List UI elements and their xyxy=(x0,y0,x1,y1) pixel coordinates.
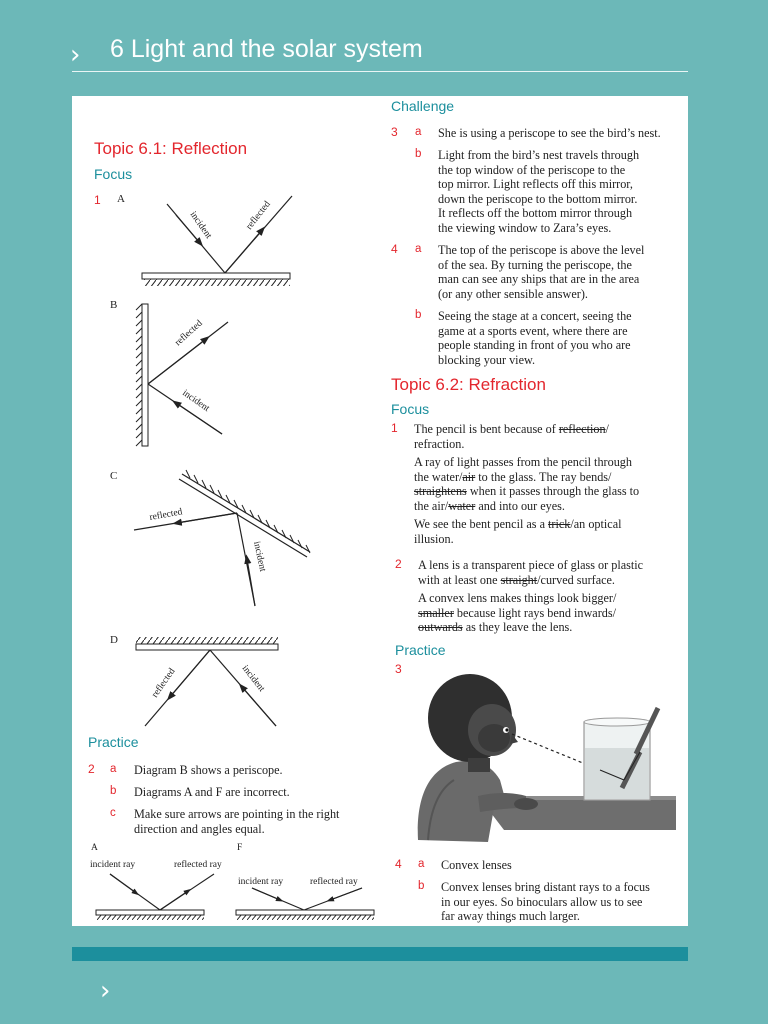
item-letter: b xyxy=(418,880,425,892)
reflected-label: reflected xyxy=(148,507,184,523)
item-letter: a xyxy=(110,763,117,775)
r1-p2-line-2: the water/air to the glass. The ray bends/ xyxy=(414,469,612,484)
focus-heading: Focus xyxy=(94,166,133,182)
footer-bar xyxy=(72,947,688,961)
reflected-ray-label: reflected ray xyxy=(174,860,222,870)
incident-ray-label: incident ray xyxy=(90,860,136,870)
item-letter: b xyxy=(415,309,422,321)
question-number: 2 xyxy=(395,557,402,571)
small-diagram-f xyxy=(236,888,374,920)
incident-label: incident xyxy=(239,663,267,694)
reflected-label: reflected xyxy=(173,318,205,349)
r1-p3-line-1: We see the bent pencil as a trick/an optical xyxy=(414,517,622,531)
header-divider xyxy=(72,71,688,72)
q4a-line: (or any other sensible answer). xyxy=(438,286,588,301)
r1-p3-line-2: illusion. xyxy=(414,531,454,546)
question-number: 1 xyxy=(391,421,398,435)
q4a-line: The top of the periscope is above the level xyxy=(438,243,645,257)
r2-line-2: with at least one straight/curved surface. xyxy=(418,572,615,587)
practice-heading: Practice xyxy=(395,642,446,658)
incident-label: incident xyxy=(180,388,212,415)
r1-line-2: refraction. xyxy=(414,436,465,451)
diagram-label-b: B xyxy=(110,299,118,311)
diagram-a xyxy=(142,196,292,286)
q3b-line: It reflects off the bottom mirror through xyxy=(438,206,633,221)
topic-6-2-title: Topic 6.2: Refraction xyxy=(391,375,546,394)
q4a-line: of the sea. By turning the periscope, the xyxy=(438,257,632,272)
r2-p2-line-1: A convex lens makes things look bigger/ xyxy=(418,591,617,605)
q4b-line: game at a sports event, where there are xyxy=(438,323,628,338)
p4b-line: in our eyes. So binoculars allow us to see xyxy=(441,894,643,909)
r1-p2-line-3: straightens when it passes through the glass to xyxy=(414,484,640,499)
q3b-line: the top window of the periscope to the xyxy=(438,162,626,177)
small-diagram-a-label: A xyxy=(91,843,98,853)
incident-label: incident xyxy=(251,540,268,573)
q2c-line-2: direction and angles equal. xyxy=(134,822,265,836)
q3a-text: She is using a periscope to see the bird’s nest. xyxy=(438,126,661,140)
question-number: 3 xyxy=(391,125,398,139)
diagram-b xyxy=(136,304,228,446)
small-diagram-f-label: F xyxy=(237,843,243,853)
item-letter: a xyxy=(415,243,422,255)
q3b-line: down the periscope to the bottom mirror. xyxy=(438,191,638,206)
q3b-line: top mirror. Light reflects off this mirror, xyxy=(438,177,633,192)
diagram-c xyxy=(134,470,310,606)
boy-looking-at-pencil-illustration xyxy=(408,662,678,842)
q4b-line: blocking your view. xyxy=(438,352,536,367)
periscope-small-diagrams xyxy=(72,866,372,926)
q4b-line: Seeing the stage at a concert, seeing the xyxy=(438,309,632,323)
q4b-line: people standing in front of you who are xyxy=(438,338,631,353)
question-number: 4 xyxy=(391,242,398,256)
p4b-line: far away things much larger. xyxy=(441,909,580,924)
diagram-label-c: C xyxy=(110,470,118,482)
p4b-line: Convex lenses bring distant rays to a focus xyxy=(441,880,650,894)
q3b-line: the viewing window to Zara’s eyes. xyxy=(438,221,612,235)
item-letter: b xyxy=(415,148,422,160)
reflected-label: reflected xyxy=(244,199,273,232)
p4a-text: Convex lenses xyxy=(441,858,512,872)
r2-p2-line-3: outwards as they leave the lens. xyxy=(418,620,573,635)
reflected-ray-label: reflected ray xyxy=(310,877,358,887)
q3b-line: Light from the bird’s nest travels through xyxy=(438,148,640,162)
item-letter: c xyxy=(110,807,116,819)
chapter-title: 6 Light and the solar system xyxy=(110,35,423,63)
question-number: 4 xyxy=(395,857,402,871)
r1-p2-line-4: the air/water and into our eyes. xyxy=(414,498,565,513)
q2b-text: Diagrams A and F are incorrect. xyxy=(134,785,290,799)
reflection-diagrams xyxy=(72,96,372,736)
challenge-heading: Challenge xyxy=(391,98,455,114)
diagram-d xyxy=(136,637,278,726)
next-page-chevron-icon[interactable]: › xyxy=(100,976,111,1006)
r2-p2-line-2: smaller because light rays bend inwards/ xyxy=(418,605,616,620)
header-chevron-icon[interactable]: › xyxy=(70,40,81,70)
diagram-label-d: D xyxy=(110,634,118,646)
question-number: 2 xyxy=(88,762,95,776)
topic-6-1-title: Topic 6.1: Reflection xyxy=(94,139,248,158)
diagram-label-a: A xyxy=(117,193,125,205)
incident-label: incident xyxy=(187,209,214,241)
item-letter: a xyxy=(418,858,425,870)
r2-line-1: A lens is a transparent piece of glass or plastic xyxy=(418,558,644,572)
q4a-line: man can see any ships that are in the area xyxy=(438,272,640,287)
r1-p2-line-1: A ray of light passes from the pencil through xyxy=(414,455,632,469)
small-diagram-a xyxy=(96,874,214,920)
q2a-text: Diagram B shows a periscope. xyxy=(134,763,283,777)
q2c-line-1: Make sure arrows are pointing in the right xyxy=(134,807,340,821)
question-number: 1 xyxy=(94,193,101,207)
answer-page xyxy=(72,96,688,926)
item-letter: b xyxy=(110,785,117,797)
reflected-label: reflected xyxy=(150,666,178,700)
practice-heading: Practice xyxy=(88,734,139,750)
incident-ray-label: incident ray xyxy=(238,877,284,887)
r1-line-1: The pencil is bent because of reflection/ xyxy=(414,422,609,436)
focus-heading: Focus xyxy=(391,401,430,417)
item-letter: a xyxy=(415,126,422,138)
question-number: 3 xyxy=(395,662,402,676)
